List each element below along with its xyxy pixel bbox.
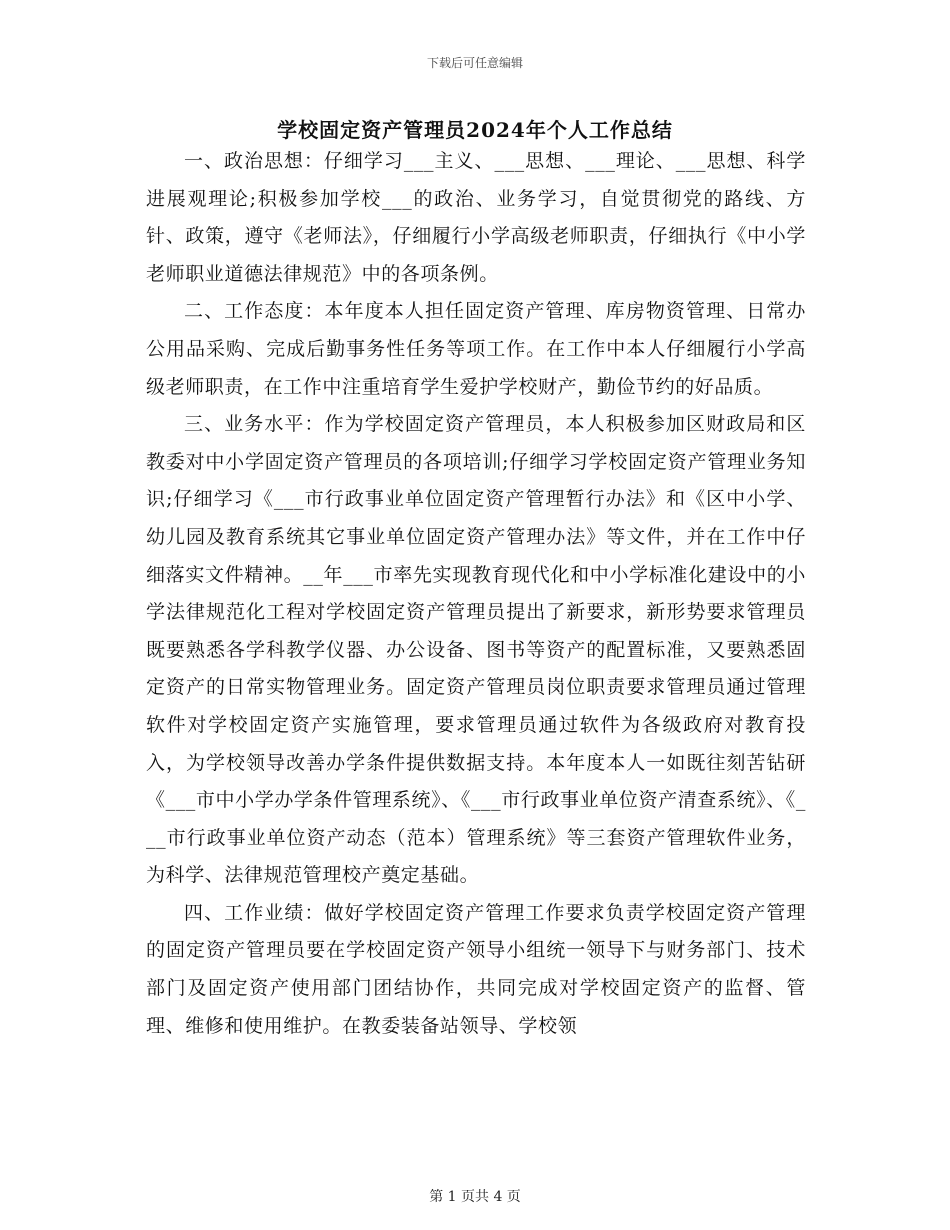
paragraph-political-thought: 一、政治思想：仔细学习___主义、___思想、___理论、___思想、科学进展观理论;积极参加学校___的政治、业务学习，自觉贯彻党的路线、方针、政策，遵守《老师法》，仔细履行小学高级老师职责，仔细执行《中小学老师职业道德法律规范》中的各项条例。 — [146, 150, 806, 285]
page-number-footer: 第 1 页共 4 页 — [429, 1189, 521, 1205]
paragraph-business-level: 三、业务水平：作为学校固定资产管理员，本人积极参加区财政局和区教委对中小学固定资产管理员的各项培训;仔细学习学校固定资产管理业务知识;仔细学习《___市行政事业单位固定资产管理暂行办法》和《区中小学、幼儿园及教育系统其它事业单位固定资产管理办法》等文件，并在工作中仔细落实文件精神。__年___市率先实现教育现代化和中小学标准化建设中的小学法律规范化工程对学校固定资产管理员提出了新要求，新形势要求管理员既要熟悉各学科教学仪器、办公设备、图书等资产的配置标准，又要熟悉固定资产的日常实物管理业务。固定资产管理员岗位职责要求管理员通过管理软件对学校固定资产实施管理，要求管理员通过软件为各级政府对教育投入，为学校领导改善办学条件提供数据支持。本年度本人一如既往刻苦钻研《___市中小学办学条件管理系统》、《___市行政事业单位资产清查系统》、《___市行政事业单位资产动态（范本）管理系统》等三套资产管理软件业务，为科学、法律规范管理校产奠定基础。 — [146, 413, 806, 887]
paragraph-work-performance: 四、工作业绩：做好学校固定资产管理工作要求负责学校固定资产管理的固定资产管理员要在学校固定资产领导小组统一领导下与财务部门、技术部门及固定资产使用部门团结协作，共同完成对学校固定资产的监督、管理、维修和使用维护。在教委装备站领导、学校领 — [146, 901, 806, 1037]
header-note: 下载后可任意编辑 — [426, 56, 523, 70]
paragraph-work-attitude: 二、工作态度：本年度本人担任固定资产管理、库房物资管理、日常办公用品采购、完成后勤事务性任务等项工作。在工作中本人仔细履行小学高级老师职责，在工作中注重培育学生爱护学校财产，勤俭节约的好品质。 — [146, 300, 806, 398]
document-title: 学校固定资产管理员2024年个人工作总结 — [277, 118, 673, 142]
document-body — [146, 143, 806, 1045]
